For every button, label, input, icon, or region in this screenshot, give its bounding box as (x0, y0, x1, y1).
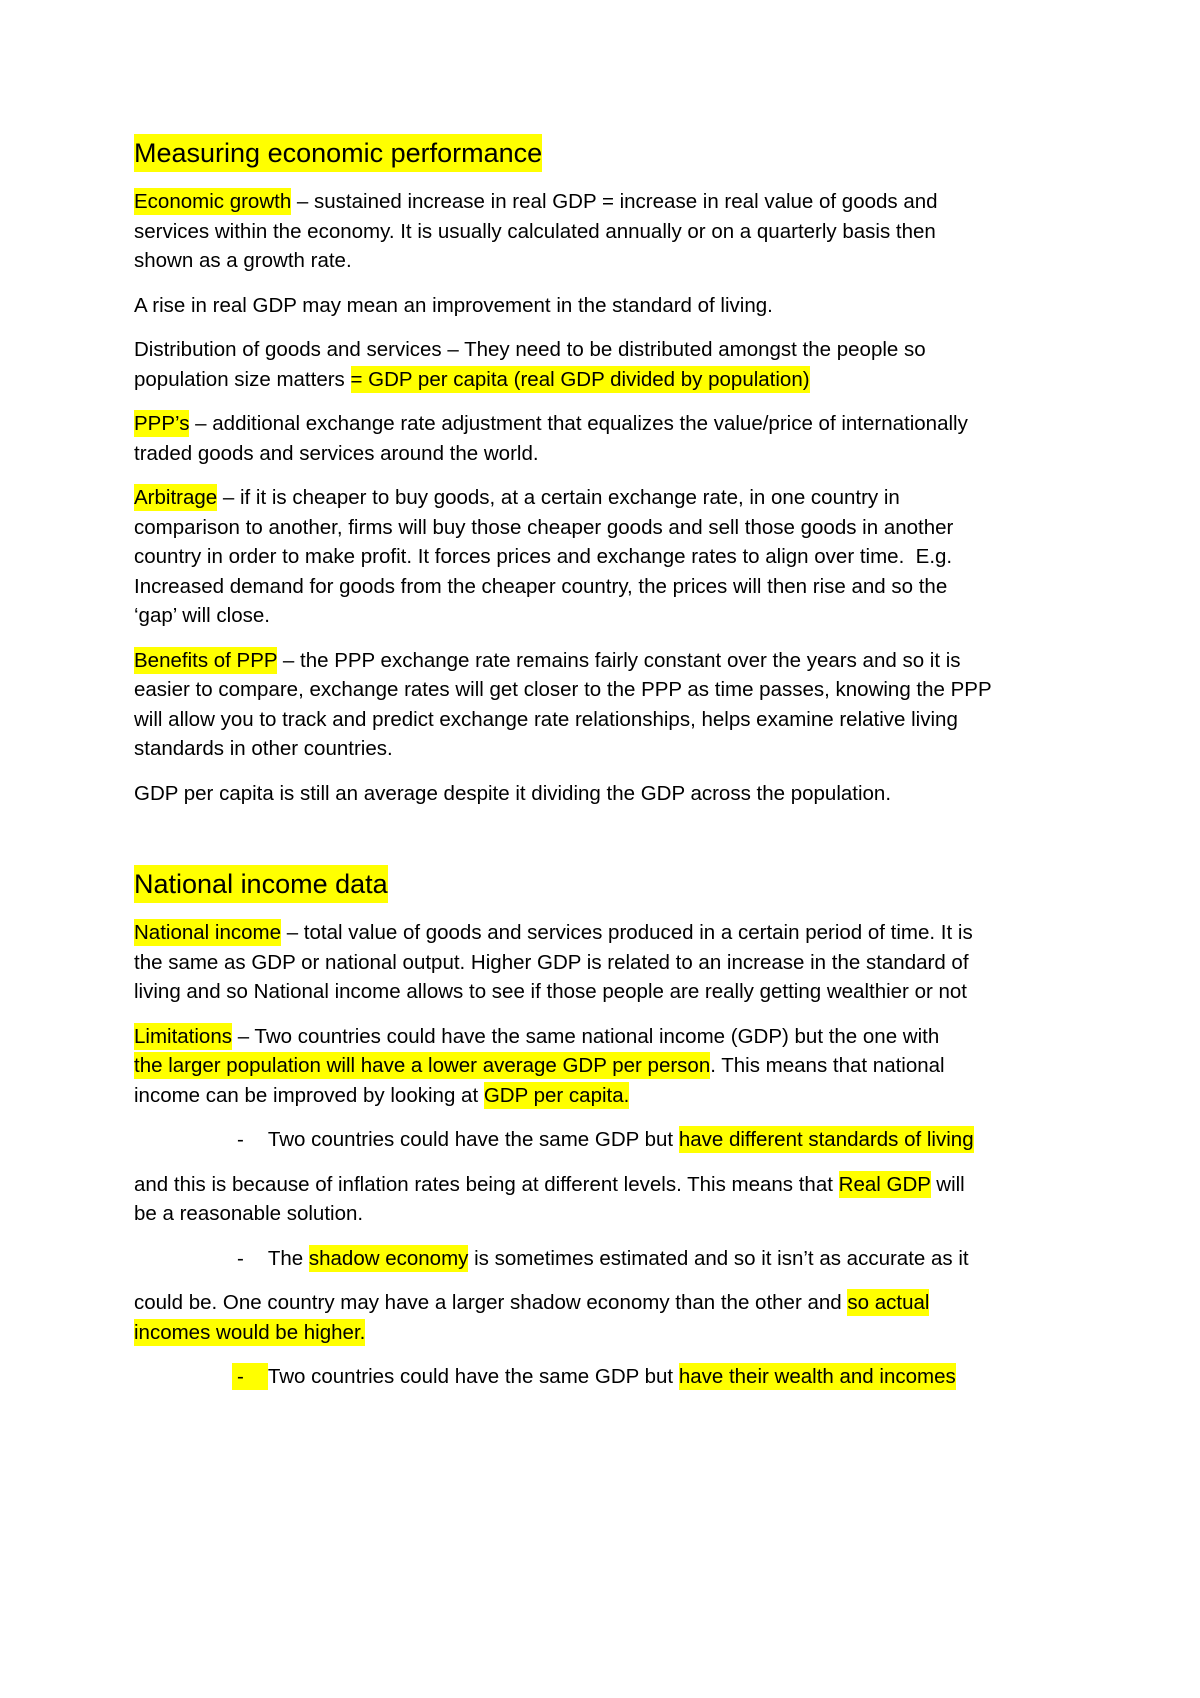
text-line (134, 918, 1140, 948)
text-run: A rise in real GDP may mean an improvement in the standard of living. (134, 293, 773, 317)
text-line (134, 542, 1140, 572)
text-run: – total value of goods and services produced in a certain period of time. It is (281, 921, 973, 944)
highlighted-text: Limitations (134, 1024, 232, 1048)
paragraph (134, 1022, 1140, 1111)
paragraph (134, 646, 1140, 764)
paragraph (134, 409, 1140, 468)
text-run: is sometimes estimated and so it isn’t as accurate as it (468, 1246, 969, 1270)
text-line (134, 1170, 1140, 1200)
text-line (134, 705, 1140, 735)
text-line (134, 187, 1140, 217)
text-run: – if it is cheaper to buy goods, at a certain exchange rate, in one country in (217, 486, 900, 509)
text-line (134, 483, 1140, 513)
text-line (134, 217, 1140, 247)
text-line (134, 675, 1140, 705)
bullet-indent (134, 1382, 232, 1383)
text-line (134, 601, 1140, 631)
text-run: services within the economy. It is usually calculated annually or on a quarterly basis then (134, 219, 936, 243)
text-line (134, 1318, 1140, 1348)
bullet-marker: - (237, 1246, 244, 1270)
text-run: easier to compare, exchange rates will get closer to the PPP as time passes, knowing the PPP (134, 678, 992, 701)
highlighted-text: have their wealth and incomes (678, 1365, 956, 1388)
text-run: shown as a growth rate. (134, 249, 352, 272)
section-heading (134, 134, 1140, 172)
text-line (134, 1022, 1140, 1052)
highlighted-text: so actual (847, 1291, 930, 1314)
text-run: – the PPP exchange rate remains fairly constant over the years and so it is (277, 648, 961, 672)
text-line (134, 1125, 1140, 1155)
text-run: Increased demand for goods from the cheaper country, the prices will then rise and so the (134, 574, 948, 598)
document-body (134, 134, 1140, 1392)
text-line (134, 734, 1140, 764)
highlighted-text: Economic growth (134, 190, 292, 213)
paragraph (134, 1288, 1140, 1347)
text-run: be a reasonable solution. (134, 1202, 364, 1225)
text-line (134, 291, 1140, 321)
text-run: living and so National income allows to see if those people are really getting wealthier or not (134, 980, 968, 1003)
text-run: will (930, 1172, 965, 1196)
text-run: Two countries could have the same GDP but (267, 1128, 679, 1151)
text-run: Two countries could have the same GDP but (267, 1365, 679, 1388)
text-run: – sustained increase in real GDP = increase in real value of goods and (291, 190, 938, 213)
text-run: – additional exchange rate adjustment that equalizes the value/price of internationally (189, 412, 968, 435)
text-line (134, 1051, 1140, 1081)
text-line (134, 335, 1140, 365)
highlighted-text: Measuring economic performance (134, 134, 542, 172)
highlighted-text: shadow economy (308, 1246, 469, 1270)
highlighted-text: have different standards of living (678, 1128, 974, 1151)
highlighted-text: PPP’s (134, 412, 190, 435)
highlighted-text: the larger population will have a lower average GDP per person (134, 1054, 711, 1077)
text-line (134, 365, 1140, 395)
text-line (134, 646, 1140, 676)
text-run: and this is because of inflation rates being at different levels. This means that (134, 1172, 839, 1196)
bullet-item (134, 1125, 1140, 1155)
text-run: standards in other countries. (134, 737, 393, 760)
highlighted-text: National income data (134, 865, 388, 903)
bullet-marker: - (232, 1363, 268, 1390)
text-run: income can be improved by looking at (134, 1083, 484, 1107)
text-run: population size matters (134, 367, 351, 391)
text-run: traded goods and services around the world. (134, 441, 539, 465)
paragraph (134, 1170, 1140, 1229)
paragraph (134, 483, 1140, 631)
text-run: ‘gap’ will close. (134, 604, 270, 627)
bullet-indent (134, 1145, 232, 1146)
text-line (134, 977, 1140, 1007)
highlighted-text: GDP per capita. (483, 1083, 630, 1107)
text-line (134, 409, 1140, 439)
bullet-item (134, 1362, 1140, 1392)
text-line (134, 439, 1140, 469)
paragraph (134, 335, 1140, 394)
highlighted-text: Real GDP (838, 1172, 931, 1196)
highlighted-text: Benefits of PPP (134, 648, 278, 672)
text-line (134, 572, 1140, 602)
text-run: GDP per capita is still an average despite it dividing the GDP across the population. (134, 781, 892, 805)
highlighted-text: National income (134, 921, 281, 944)
highlighted-text: = GDP per capita (real GDP divided by population) (350, 367, 810, 391)
text-run: the same as GDP or national output. Higher GDP is related to an increase in the standard of (134, 950, 969, 974)
text-run: The (267, 1246, 309, 1270)
text-line (134, 1288, 1140, 1318)
text-run: could be. One country may have a larger shadow economy than the other and (134, 1291, 848, 1314)
text-line (134, 1081, 1140, 1111)
text-run: . This means that national (710, 1054, 945, 1077)
text-line (134, 1199, 1140, 1229)
text-line (134, 1244, 1140, 1274)
text-run: – Two countries could have the same national income (GDP) but the one with (232, 1024, 940, 1048)
highlighted-text: incomes would be higher. (134, 1320, 366, 1344)
paragraph (134, 187, 1140, 276)
text-run: will allow you to track and predict exchange rate relationships, helps examine relative living (134, 707, 958, 731)
section-heading (134, 865, 1140, 903)
text-line (134, 948, 1140, 978)
highlighted-text: Arbitrage (134, 486, 218, 509)
bullet-marker: - (237, 1128, 244, 1151)
bullet-item (134, 1244, 1140, 1274)
text-run: Distribution of goods and services – They need to be distributed amongst the people so (134, 338, 926, 361)
text-line (134, 246, 1140, 276)
text-line (134, 779, 1140, 809)
paragraph (134, 918, 1140, 1007)
paragraph (134, 291, 1140, 321)
paragraph (134, 779, 1140, 809)
text-line (134, 1362, 1140, 1392)
bullet-indent (134, 1264, 232, 1265)
text-run: comparison to another, firms will buy those cheaper goods and sell those goods in another (134, 515, 954, 539)
text-line (134, 513, 1140, 543)
text-run: country in order to make profit. It forces prices and exchange rates to align over time. E.g. (134, 545, 953, 568)
